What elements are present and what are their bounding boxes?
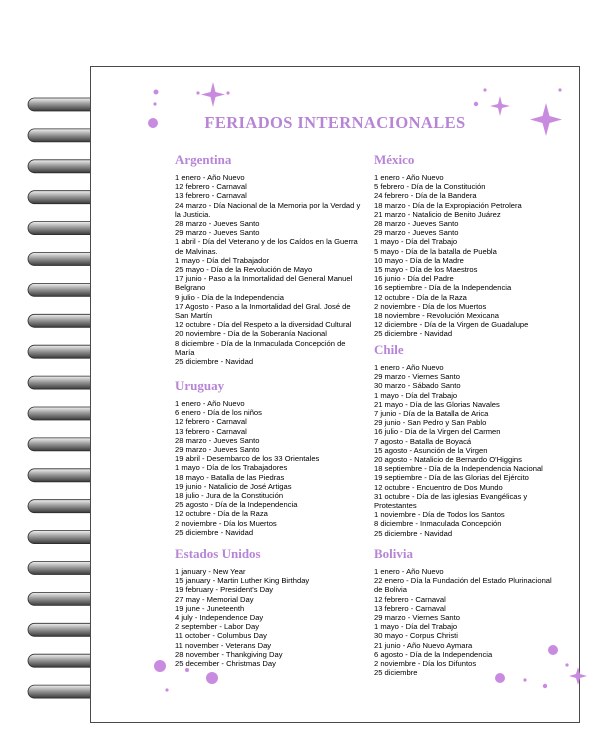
- holiday-entry: 18 mayo - Batalla de las Piedras: [175, 472, 285, 482]
- dot-decoration: [206, 672, 218, 684]
- holiday-entry: 12 febrero - Carnaval: [175, 417, 247, 427]
- holiday-entry: 1 enero - Año Nuevo: [374, 567, 444, 576]
- holiday-entry: 6 agosto - Día de la Independencia: [374, 649, 493, 659]
- holiday-entry: 29 marzo - Jueves Santo: [175, 445, 260, 455]
- holiday-entry: 20 agosto - Natalicio de Bernardo O'Higgins: [374, 455, 522, 465]
- holiday-entry: 16 septiembre - Día de la Independencia: [374, 283, 512, 293]
- holiday-entry: 5 mayo - Día de la batalla de Puebla: [374, 246, 497, 256]
- holiday-entry: 1 mayo - Día del Trabajo: [374, 622, 458, 632]
- holiday-entry: 19 february - President's Day: [175, 585, 274, 595]
- holiday-entry: 11 october - Columbus Day: [175, 631, 267, 641]
- holiday-entry: 9 julio - Día de la Independencia: [175, 292, 284, 302]
- dot-decoration: [543, 684, 547, 688]
- holiday-entry: 19 abril - Desembarco de los 33 Orientales: [175, 454, 320, 464]
- holiday-entry: 18 noviembre - Revolución Mexicana: [374, 311, 499, 321]
- country-block-estados-unidos: [175, 546, 361, 668]
- holiday-entry: 4 july - Independence Day: [175, 613, 264, 623]
- holiday-entry: 12 octubre - Día de la Raza: [374, 292, 467, 302]
- country-heading: Chile: [374, 342, 404, 357]
- holiday-entry: 30 mayo - Corpus Christi: [374, 631, 458, 641]
- country-block-uruguay: [175, 378, 361, 537]
- page-title: FERIADOS INTERNACIONALES: [204, 113, 466, 132]
- holiday-entry: 13 febrero - Carnaval: [175, 426, 247, 436]
- holiday-entry: 1 abril - Día del Veterano y de los Caídos en la Guerra de Malvinas.: [175, 237, 358, 256]
- holiday-entry: 2 september - Labor Day: [175, 622, 259, 632]
- holiday-entry: 2 noviembre - Día los Difuntos: [374, 659, 477, 669]
- holiday-entry: 1 enero - Año Nuevo: [374, 173, 444, 182]
- holiday-entry: 11 november - Veterans Day: [175, 640, 272, 650]
- country-block-chile: [374, 342, 560, 538]
- holiday-entry: 1 january - New Year: [175, 567, 246, 576]
- holiday-entry: 10 mayo - Día de la Madre: [374, 255, 464, 265]
- holiday-entry: 21 marzo - Natalicio de Benito Juárez: [374, 209, 501, 219]
- holiday-entry: 1 mayo - Día del Trabajador: [175, 255, 270, 265]
- holiday-entry: 16 julio - Día de la Virgen del Carmen: [374, 427, 501, 437]
- holiday-entry: 15 mayo - Día de los Maestros: [374, 265, 478, 275]
- holiday-entry: 1 noviembre - Día de Todos los Santos: [374, 510, 505, 520]
- holiday-entry: 28 november - Thankgiving Day: [175, 649, 283, 659]
- country-heading: Uruguay: [175, 378, 225, 393]
- holiday-entry: 25 mayo - Día de la Revolución de Mayo: [175, 265, 313, 275]
- dot-decoration: [558, 88, 561, 91]
- holiday-entry: 20 noviembre - Día de la Soberanía Nacional: [175, 329, 327, 339]
- holiday-entry: 8 diciembre - Inmaculada Concepción: [374, 519, 502, 529]
- holiday-entry: 24 febrero - Día de la Bandera: [374, 191, 477, 201]
- holiday-entry: 1 enero - Año Nuevo: [374, 363, 444, 372]
- holiday-entry: 18 marzo - Día de la Expropiación Petrolera: [374, 200, 522, 210]
- country-block-mexico: [374, 152, 560, 339]
- holiday-entry: 7 junio - Día de la Batalla de Arica: [374, 409, 489, 419]
- holiday-entry: 15 january - Martin Luther King Birthday: [175, 576, 310, 586]
- holiday-entry: 19 june - Juneteenth: [175, 603, 245, 613]
- holiday-entry: 13 febrero - Carnaval: [175, 191, 247, 201]
- holiday-entry: 19 septiembre - Día de las Glorias del Ejército: [374, 473, 529, 483]
- holiday-entry: 21 junio - Año Nuevo Aymara: [374, 640, 473, 650]
- country-heading: Argentina: [175, 152, 232, 167]
- holiday-entry: 7 agosto - Batalla de Boyacá: [374, 436, 472, 446]
- holiday-entry: 18 septiembre - Día de la Independencia Nacional: [374, 464, 543, 474]
- country-heading: Bolivia: [374, 546, 414, 561]
- holiday-entry: 2 noviembre - Día los Muertos: [175, 518, 277, 528]
- holiday-entry: 12 octubre - Día del Respeto a la diversidad Cultural: [175, 320, 352, 330]
- holiday-entry: 8 diciembre - Día de la Inmaculada Concepción de María: [175, 338, 346, 357]
- sparkle-icon: [201, 82, 225, 107]
- holiday-entry: 12 diciembre - Día de la Virgen de Guadalupe: [374, 320, 529, 330]
- holiday-entry: 17 Agosto - Paso a la Inmortalidad del Gral. José de San Martín: [175, 301, 351, 321]
- dot-decoration: [154, 660, 166, 672]
- holiday-entry: 25 diciembre - Navidad: [175, 527, 254, 537]
- holiday-entry: 28 marzo - Jueves Santo: [374, 219, 459, 229]
- holiday-entry: 12 febrero - Carnaval: [374, 594, 446, 604]
- holiday-entry: 25 diciembre - Navidad: [374, 329, 453, 339]
- holiday-entry: 19 junio - Natalicio de José Artigas: [175, 481, 292, 491]
- country-block-bolivia: [374, 546, 560, 677]
- holiday-entry: 25 diciembre: [374, 668, 418, 678]
- holiday-entry: 25 december - Christmas Day: [175, 659, 276, 669]
- holiday-entry: 1 mayo - Día del Trabajo: [374, 390, 458, 400]
- holiday-entry: 28 marzo - Jueves Santo: [175, 219, 260, 229]
- holiday-entry: 25 diciembre - Navidad: [175, 357, 254, 367]
- holiday-entry: 17 junio - Paso a la Inmortalidad del General Manuel Belgrano: [175, 274, 353, 293]
- holiday-entry: 28 marzo - Jueves Santo: [175, 435, 260, 445]
- country-heading: Estados Unidos: [175, 546, 261, 561]
- holiday-entry: 22 enero - Día la Fundación del Estado Plurinacional de Bolivia: [374, 576, 552, 595]
- holiday-entry: 1 mayo - Día de los Trabajadores: [175, 463, 288, 473]
- dot-decoration: [474, 102, 478, 106]
- dot-decoration: [565, 663, 568, 666]
- dot-decoration: [154, 90, 159, 95]
- dot-decoration: [165, 688, 168, 691]
- holiday-entry: 13 febrero - Carnaval: [374, 603, 446, 613]
- holiday-entry: 5 febrero - Día de la Constitución: [374, 182, 486, 192]
- holiday-entry: 29 junio - San Pedro y San Pablo: [374, 418, 487, 428]
- dot-decoration: [483, 88, 486, 91]
- holiday-entry: 29 marzo - Jueves Santo: [374, 228, 459, 238]
- dot-decoration: [196, 91, 199, 94]
- holiday-entry: 1 enero - Año Nuevo: [175, 173, 245, 182]
- holiday-entry: 12 octubre - Encuentro de Dos Mundo: [374, 482, 503, 492]
- holiday-entry: 18 julio - Jura de la Constitución: [175, 491, 284, 501]
- dot-decoration: [523, 678, 526, 681]
- dot-decoration: [153, 102, 156, 105]
- holiday-entry: 25 diciembre - Navidad: [374, 528, 453, 538]
- holiday-entry: 12 octubre - Día de la Raza: [175, 509, 268, 519]
- dot-decoration: [226, 91, 229, 94]
- country-heading: México: [374, 152, 415, 167]
- holiday-entry: 6 enero - Día de los niños: [175, 408, 262, 418]
- country-block-argentina: [175, 152, 361, 366]
- holiday-entry: 24 marzo - Día Nacional de la Memoria por la Verdad y la Justicia.: [175, 200, 361, 219]
- holiday-entry: 1 mayo - Día del Trabajo: [374, 237, 458, 247]
- holiday-entry: 1 enero - Año Nuevo: [175, 399, 245, 408]
- holiday-entry: 2 noviembre - Día de los Muertos: [374, 301, 487, 311]
- holiday-entry: 25 agosto - Día de la Independencia: [175, 500, 298, 510]
- holiday-entry: 29 marzo - Viernes Santo: [374, 613, 460, 623]
- holiday-entry: 21 mayo - Día de las Glorias Navales: [374, 399, 500, 409]
- holiday-entry: 30 marzo - Sábado Santo: [374, 381, 461, 391]
- dot-decoration: [185, 668, 189, 672]
- holiday-entry: 15 agosto - Asunción de la Virgen: [374, 445, 488, 455]
- holiday-entry: 27 may - Memorial Day: [175, 594, 254, 604]
- holiday-entry: 16 junio - Día del Padre: [374, 274, 454, 284]
- sparkle-icon: [569, 667, 587, 685]
- holiday-entry: 29 marzo - Viernes Santo: [374, 372, 460, 382]
- holiday-entry: 31 octubre - Día de las iglesias Evangélicas y Protestantes: [374, 491, 528, 511]
- holiday-entry: 29 marzo - Jueves Santo: [175, 228, 260, 238]
- holiday-entry: 12 febrero - Carnaval: [175, 182, 247, 192]
